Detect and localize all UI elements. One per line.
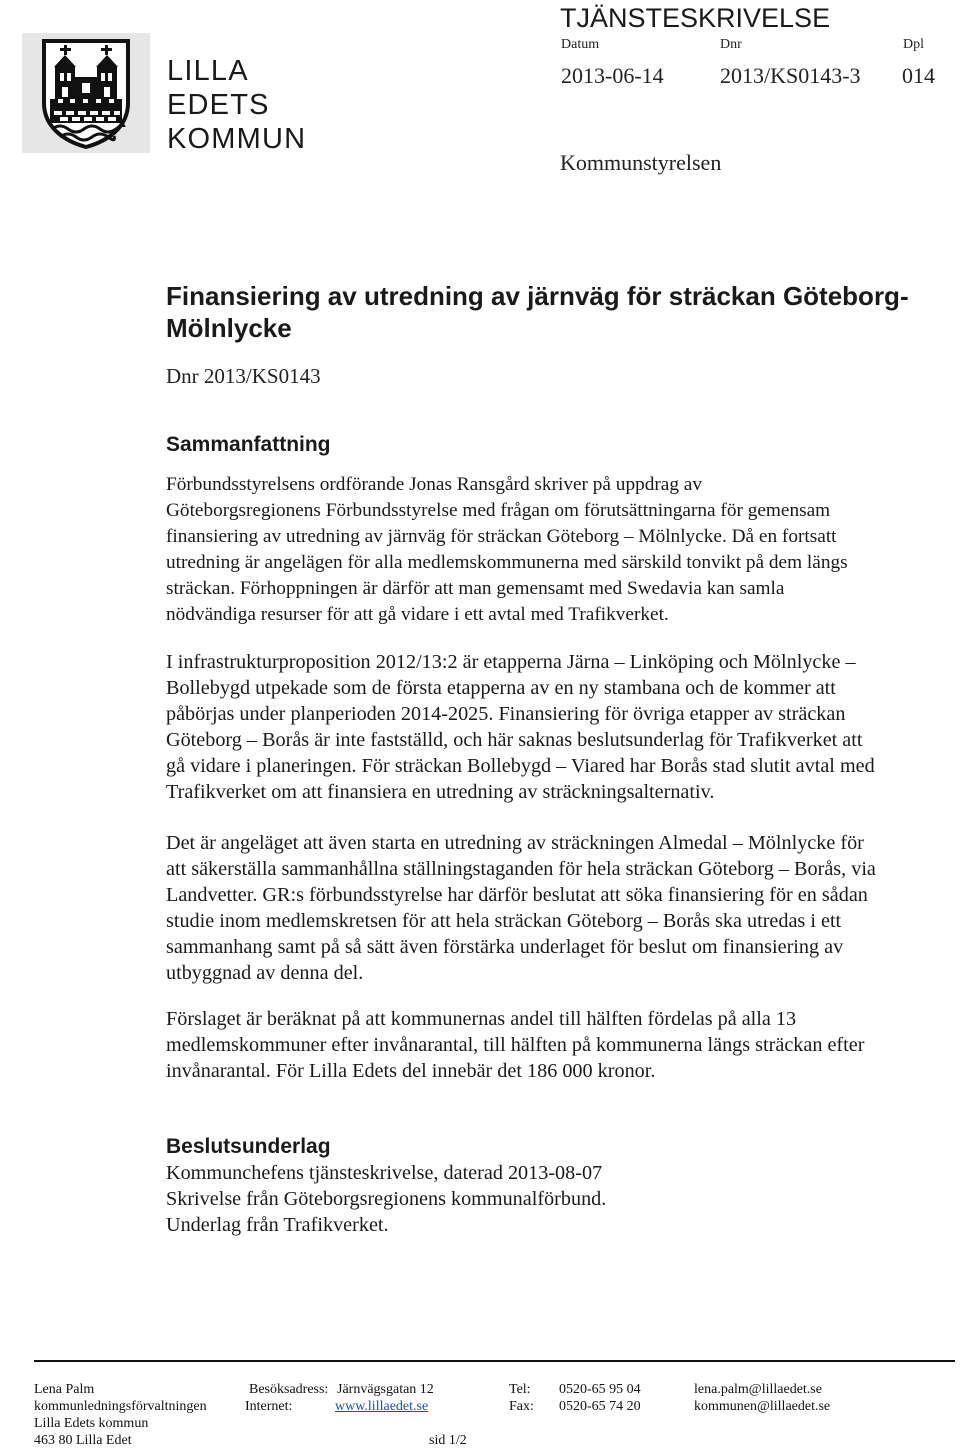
date-label: Datum: [561, 37, 600, 52]
paragraph-line: påbörjas under planperioden 2014-2025. Finansiering för övriga etapper av sträckan: [166, 703, 846, 725]
document-type: TJÄNSTESKRIVELSE: [560, 3, 831, 33]
paragraph-line: medlemskommuner efter invånarantal, till hälften på kommunerna längs sträckan efter: [166, 1034, 865, 1056]
paragraph-line: Det är angeläget att även starta en utredning av sträckningen Almedal – Mölnlycke för: [166, 832, 864, 854]
basis-item: Kommunchefens tjänsteskrivelse, daterad 2013-08-07: [166, 1162, 603, 1184]
paragraph-line: Göteborg – Borås är inte fastställd, och här saknas beslutsunderlag för Trafikverket att: [166, 729, 863, 751]
paragraph-line: Landvetter. GR:s förbundsstyrelse har därför beslutat att söka finansiering för en sådan: [166, 884, 868, 906]
paragraph-line: Förslaget är beräknat på att kommunernas andel till hälften fördelas på alla 13: [166, 1008, 797, 1030]
paragraph-line: att säkerställa sammanhållna ställningstaganden för hela sträckan Göteborg – Borås, via: [166, 858, 876, 880]
paragraph-line: sammanhang samt på så sätt även förstärka underlaget för beslut om finansiering av: [166, 936, 844, 958]
footer-postal-address: 463 80 Lilla Edet: [34, 1433, 132, 1448]
basis-list: [166, 1160, 960, 1238]
summary-paragraph-4: [166, 1006, 960, 1084]
paragraph-line: invånarantal. För Lilla Edets del innebär det 186 000 kronor.: [166, 1060, 656, 1082]
dpl-label: Dpl: [903, 37, 924, 52]
paragraph-line: finansiering av utredning av järnväg för sträckan Göteborg – Mölnlycke. Då en fortsatt: [166, 526, 837, 547]
dpl-value: 014: [902, 63, 935, 88]
paragraph-line: Förbundsstyrelsens ordförande Jonas Ransgård skriver på uppdrag av: [166, 474, 703, 495]
date-value: 2013-06-14: [561, 63, 664, 88]
footer-page-number: sid 1/2: [429, 1433, 467, 1448]
footer-email-general: kommunen@lillaedet.se: [694, 1399, 831, 1414]
document-title: [166, 280, 946, 344]
footer-divider: [34, 1360, 955, 1362]
paragraph-line: Göteborgsregionens Förbundsstyrelse med frågan om förutsättningarna för gemensam: [166, 500, 831, 521]
paragraph-line: gå vidare i planeringen. För sträckan Bollebygd – Viared har Borås stad slutit avtal med: [166, 755, 875, 777]
coat-of-arms-icon: [38, 37, 134, 149]
summary-heading: Sammanfattning: [166, 433, 331, 456]
footer-tel-label: Tel:: [509, 1382, 531, 1397]
footer-contact-name: Lena Palm: [34, 1382, 95, 1397]
paragraph-line: utbyggnad av denna del.: [166, 962, 364, 984]
municipality-name: [167, 54, 308, 156]
paragraph-line: Bollebygd utpekade som de första etapperna av en ny stambana och de kommer att: [166, 677, 836, 699]
dnr-value: 2013/KS0143-3: [720, 63, 861, 88]
paragraph-line: Trafikverket om att finansiera en utredning av sträckningsalternativ.: [166, 781, 715, 803]
basis-heading: Beslutsunderlag: [166, 1135, 331, 1158]
footer-department: kommunledningsförvaltningen: [34, 1399, 207, 1414]
footer-organization: Lilla Edets kommun: [34, 1416, 149, 1431]
paragraph-line: I infrastrukturproposition 2012/13:2 är etapperna Järna – Linköping och Mölnlycke –: [166, 651, 856, 673]
summary-paragraph-1: [166, 472, 960, 628]
footer-fax-label: Fax:: [509, 1399, 534, 1414]
summary-paragraph-2: [166, 649, 960, 805]
document-title-line1: Finansiering av utredning av järnväg för sträckan Göteborg-: [166, 281, 909, 311]
municipality-name-line1: LILLA EDETS: [167, 55, 270, 121]
paragraph-line: studie inom medlemskretsen för att hela sträckan Göteborg – Borås ska utredas i ett: [166, 910, 842, 932]
summary-paragraph-3: [166, 830, 960, 986]
dnr-label: Dnr: [720, 37, 742, 52]
paragraph-line: sträckan. Förhoppningen är därför att man gemensamt med Swedavia kan samla: [166, 578, 785, 599]
municipality-logo: [22, 33, 308, 153]
footer-website-link[interactable]: www.lillaedet.se: [335, 1399, 429, 1414]
footer-fax-value: 0520-65 74 20: [559, 1399, 641, 1414]
footer-visit-label: Besöksadress:: [249, 1382, 329, 1397]
recipient: Kommunstyrelsen: [560, 150, 722, 175]
footer-internet-label: Internet:: [245, 1399, 293, 1414]
paragraph-line: utredning är angelägen för alla medlemskommunerna med särskild tonvikt på dem längs: [166, 552, 848, 573]
municipality-name-line2: KOMMUN: [167, 123, 307, 155]
footer-visit-address: Järnvägsgatan 12: [337, 1382, 434, 1397]
case-number: Dnr 2013/KS0143: [166, 364, 321, 388]
basis-item: Underlag från Trafikverket.: [166, 1214, 389, 1236]
document-title-line2: Mölnlycke: [166, 313, 292, 343]
basis-item: Skrivelse från Göteborgsregionens kommunalförbund.: [166, 1188, 607, 1210]
footer-tel-value: 0520-65 95 04: [559, 1382, 641, 1397]
footer-email-personal: lena.palm@lillaedet.se: [694, 1382, 822, 1397]
paragraph-line: nödvändiga resurser för att gå vidare i ett avtal med Trafikverket.: [166, 604, 669, 625]
